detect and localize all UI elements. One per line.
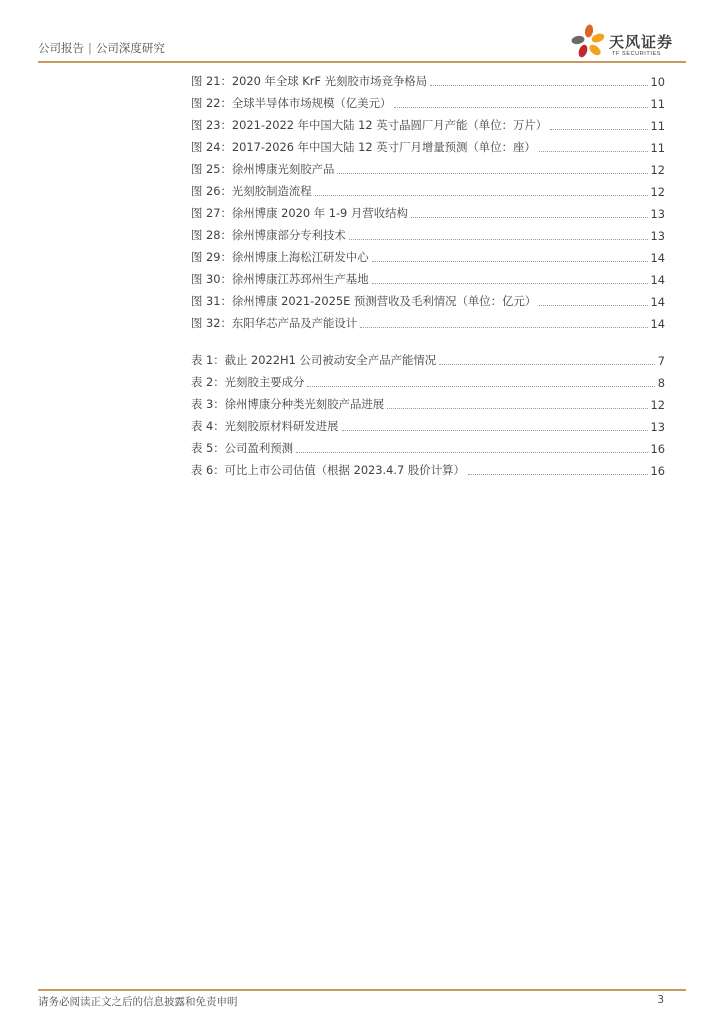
figure-entry-label: 图 26：光刻胶制造流程 (191, 184, 312, 198)
table-entry[interactable] (191, 456, 665, 478)
table-entry-label: 表 3：徐州博康分种类光刻胶产品进展 (191, 397, 385, 411)
figure-entry[interactable] (191, 111, 665, 133)
dot-leader (539, 151, 648, 152)
figure-entry-page-number: 14 (650, 295, 665, 309)
figure-entry[interactable] (191, 133, 665, 155)
table-entry-label: 表 6：可比上市公司估值（根据 2023.4.7 股价计算） (191, 463, 465, 477)
table-entry-label: 表 4：光刻胶原材料研发进展 (191, 419, 339, 433)
table-entry-page-number: 13 (650, 420, 665, 434)
figure-entry-label: 图 24：2017-2026 年中国大陆 12 英寸厂月增量预测（单位：座） (191, 140, 536, 154)
dot-leader (349, 239, 648, 240)
figure-entry[interactable] (191, 199, 665, 221)
dot-leader (372, 283, 648, 284)
footer-divider (38, 989, 686, 991)
dot-leader (315, 195, 648, 196)
figure-entry-label: 图 27：徐州博康 2020 年 1-9 月营收结构 (191, 206, 408, 220)
figure-entry[interactable] (191, 67, 665, 89)
figure-entry-label: 图 25：徐州博康光刻胶产品 (191, 162, 335, 176)
figure-entry-page-number: 13 (650, 229, 665, 243)
table-entry[interactable] (191, 346, 665, 368)
figure-entry-page-number: 12 (650, 163, 665, 177)
dot-leader (342, 430, 648, 431)
figure-entry-label: 图 32：东阳华芯产品及产能设计 (191, 316, 358, 330)
footer-disclaimer: 请务必阅读正文之后的信息披露和免责申明 (38, 996, 238, 1008)
figure-entry-label: 图 31：徐州博康 2021-2025E 预测营收及毛利情况（单位：亿元） (191, 294, 537, 308)
table-entry-page-number: 12 (650, 398, 665, 412)
figure-entry-page-number: 10 (650, 75, 665, 89)
table-entry-label: 表 1：截止 2022H1 公司被动安全产品产能情况 (191, 353, 437, 367)
table-entry-page-number: 16 (650, 442, 665, 456)
header-divider (38, 61, 686, 63)
figure-entry[interactable] (191, 89, 665, 111)
brand-name: 天风证券 (609, 33, 674, 51)
dot-leader (439, 364, 655, 365)
table-entry-page-number: 8 (657, 376, 665, 390)
dot-leader (468, 474, 648, 475)
table-entry-page-number: 16 (650, 464, 665, 478)
figure-entry-label: 图 30：徐州博康江苏邳州生产基地 (191, 272, 369, 286)
figure-entry-page-number: 11 (650, 119, 665, 133)
dot-leader (411, 217, 648, 218)
dot-leader (430, 85, 647, 86)
report-subcategory: 公司深度研究 (95, 41, 165, 55)
figure-entry-page-number: 13 (650, 207, 665, 221)
dot-leader (550, 129, 647, 130)
figure-entry[interactable] (191, 221, 665, 243)
figure-entry-page-number: 12 (650, 185, 665, 199)
figure-entry-label: 图 29：徐州博康上海松江研发中心 (191, 250, 369, 264)
report-category: 公司报告 (38, 41, 84, 55)
figure-entry-label: 图 23：2021-2022 年中国大陆 12 英寸晶圆厂月产能（单位：万片） (191, 118, 548, 132)
figure-entry-page-number: 14 (650, 251, 665, 265)
table-entry-page-number: 7 (657, 354, 665, 368)
dot-leader (539, 305, 647, 306)
dot-leader (387, 408, 647, 409)
dot-leader (360, 327, 647, 328)
figure-entry-page-number: 11 (650, 97, 665, 111)
figure-entry-page-number: 14 (650, 317, 665, 331)
figure-entry-label: 图 22：全球半导体市场规模（亿美元） (191, 96, 392, 110)
header-separator: | (88, 41, 92, 55)
figure-entry-label: 图 21：2020 年全球 KrF 光刻胶市场竞争格局 (191, 74, 428, 88)
figure-index-list (191, 67, 665, 331)
figure-entry-label: 图 28：徐州博康部分专利技术 (191, 228, 346, 242)
report-header (38, 40, 165, 56)
dot-leader (394, 107, 647, 108)
figure-entry[interactable] (191, 177, 665, 199)
table-entry[interactable] (191, 390, 665, 412)
figure-entry[interactable] (191, 287, 665, 309)
table-entry[interactable] (191, 434, 665, 456)
table-entry-label: 表 5：公司盈利预测 (191, 441, 293, 455)
figure-entry-page-number: 11 (650, 141, 665, 155)
figure-entry[interactable] (191, 243, 665, 265)
figure-entry-page-number: 14 (650, 273, 665, 287)
figure-entry[interactable] (191, 155, 665, 177)
figure-entry[interactable] (191, 265, 665, 287)
flower-mark-icon (571, 24, 606, 59)
figure-entry[interactable] (191, 309, 665, 331)
dot-leader (296, 452, 648, 453)
dot-leader (307, 386, 654, 387)
brand-english-name: TF SECURITIES (612, 51, 662, 57)
table-index-list (191, 346, 665, 478)
dot-leader (337, 173, 647, 174)
table-entry[interactable] (191, 412, 665, 434)
table-entry[interactable] (191, 368, 665, 390)
page-number: 3 (657, 994, 664, 1006)
dot-leader (372, 261, 648, 262)
table-entry-label: 表 2：光刻胶主要成分 (191, 375, 305, 389)
